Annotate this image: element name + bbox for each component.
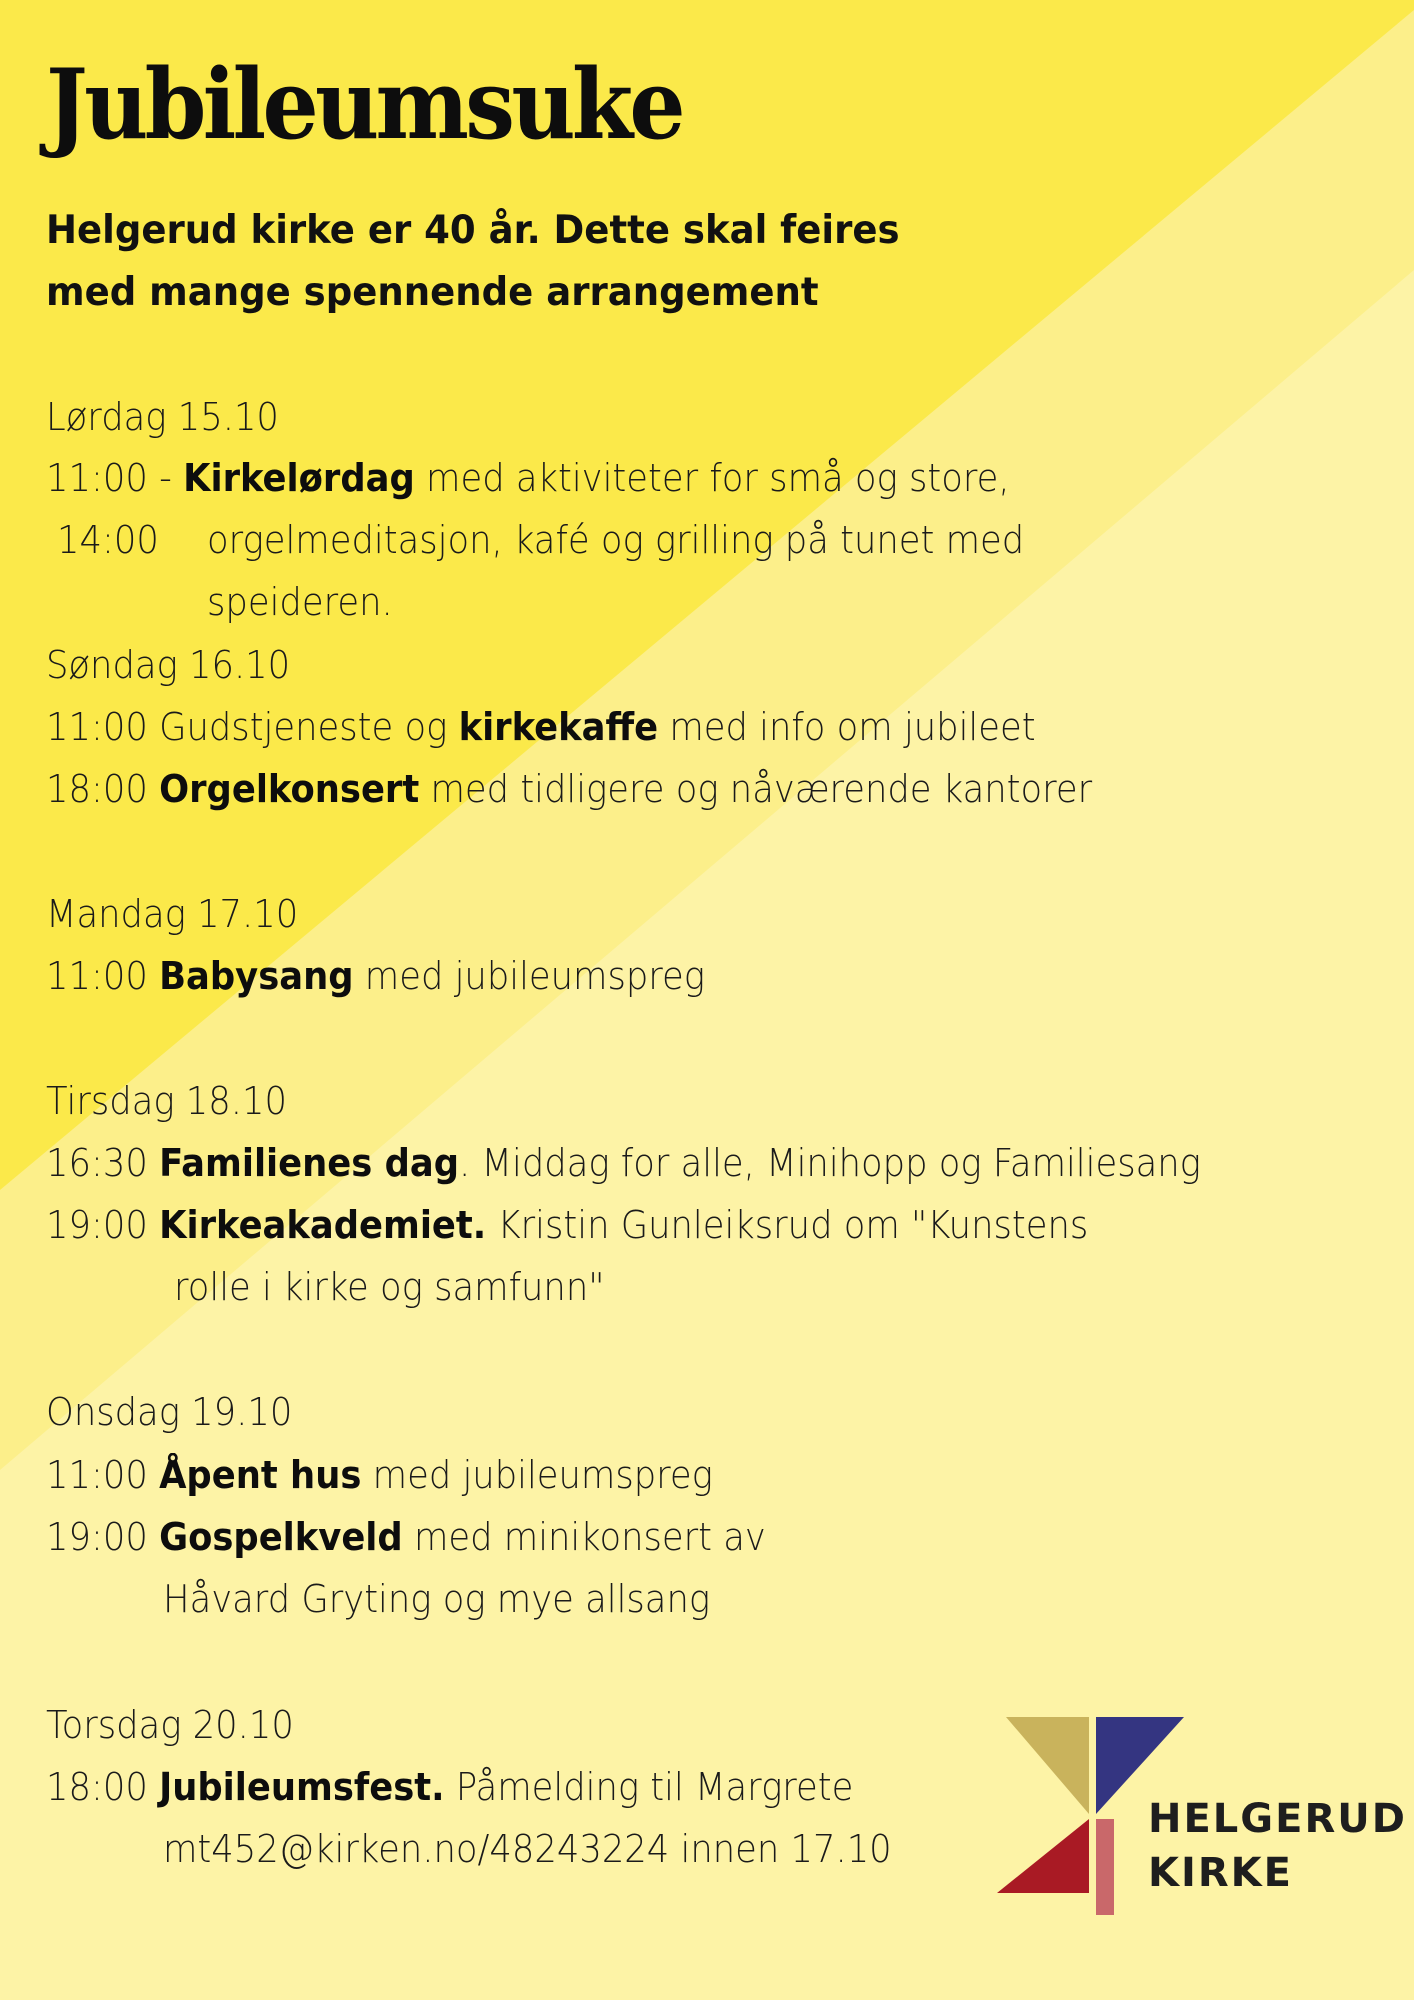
day-heading-wednesday: Onsdag 19.10 xyxy=(46,1390,293,1434)
event-line-kirkelordag xyxy=(46,453,1010,503)
event-title: Kirkelørdag xyxy=(183,456,415,500)
subtitle xyxy=(46,200,1046,324)
logo-red-triangle xyxy=(997,1819,1089,1893)
event-description: med jubileumspreg xyxy=(353,954,706,998)
event-title: Åpent hus xyxy=(159,1453,362,1497)
event-title: Jubileumsfest. xyxy=(159,1765,445,1809)
event-contact-info: mt452@kirken.no/48243224 innen 17.10 xyxy=(163,1827,892,1871)
event-time: 11:00 Gudstjeneste og xyxy=(46,705,459,749)
event-description: med aktiviteter for små og store, xyxy=(414,456,1010,500)
event-description: med info om jubileet xyxy=(658,705,1036,749)
event-time: 18:00 xyxy=(46,1765,160,1809)
logo-pink-bar xyxy=(1096,1819,1114,1915)
event-description: Kristin Gunleiksrud om "Kunstens xyxy=(486,1203,1089,1247)
event-description-cont: orgelmeditasjon, kafé og grilling på tunet med xyxy=(207,518,1025,562)
event-title: Babysang xyxy=(159,954,354,998)
event-end-time: 14:00 xyxy=(57,518,159,562)
day-heading-sunday: Søndag 16.10 xyxy=(46,643,291,687)
event-title: Familienes dag xyxy=(159,1141,460,1185)
day-heading-saturday: Lørdag 15.10 xyxy=(46,395,279,439)
logo-wordmark xyxy=(1148,1792,1407,1900)
subtitle-line-2: med mange spennende arrangement xyxy=(46,270,819,315)
event-line-gudstjeneste xyxy=(46,702,1036,752)
day-heading-monday: Mandag 17.10 xyxy=(46,892,299,936)
logo-gold-triangle xyxy=(1006,1717,1089,1814)
event-line-familienes-dag xyxy=(46,1138,1201,1188)
event-title: Gospelkveld xyxy=(159,1515,403,1559)
event-description: med jubileumspreg xyxy=(361,1453,713,1497)
day-heading-tuesday: Tirsdag 18.10 xyxy=(46,1079,287,1123)
event-description: med minikonsert av xyxy=(402,1515,766,1559)
event-description: med tidligere og nåværende kantorer xyxy=(419,767,1093,811)
event-line-orgelkonsert xyxy=(46,764,1092,814)
event-title: Kirkeakademiet. xyxy=(159,1203,487,1247)
logo-text-line-2: KIRKE xyxy=(1148,1850,1293,1896)
event-time: 18:00 xyxy=(46,767,160,811)
event-time: 11:00 xyxy=(46,954,160,998)
event-description-cont: rolle i kirke og samfunn" xyxy=(174,1265,605,1309)
event-description-cont: Håvard Gryting og mye allsang xyxy=(163,1577,711,1621)
event-line-kirkeakademiet xyxy=(46,1200,1088,1250)
event-time: 19:00 xyxy=(46,1203,160,1247)
event-description: Påmelding til Margrete xyxy=(444,1765,854,1809)
event-time: 11:00 xyxy=(46,1453,160,1497)
event-time: 11:00 - xyxy=(46,456,184,500)
event-time: 19:00 xyxy=(46,1515,160,1559)
event-line-apent-hus xyxy=(46,1450,713,1500)
event-description: . Middag for alle, Minihopp og Familiesang xyxy=(459,1141,1201,1185)
event-title: Orgelkonsert xyxy=(159,767,420,811)
event-line-babysang xyxy=(46,951,705,1001)
event-line-jubileumsfest xyxy=(46,1762,853,1812)
event-line-gospelkveld xyxy=(46,1512,766,1562)
event-description-cont: speideren. xyxy=(207,580,393,624)
page-title: Jubileumsuke xyxy=(46,48,682,161)
event-title: kirkekaffe xyxy=(458,705,659,749)
event-time: 16:30 xyxy=(46,1141,160,1185)
subtitle-line-1: Helgerud kirke er 40 år. Dette skal feires xyxy=(46,208,900,253)
logo-text-line-1: HELGERUD xyxy=(1148,1796,1407,1842)
day-heading-thursday: Torsdag 20.10 xyxy=(46,1703,294,1747)
